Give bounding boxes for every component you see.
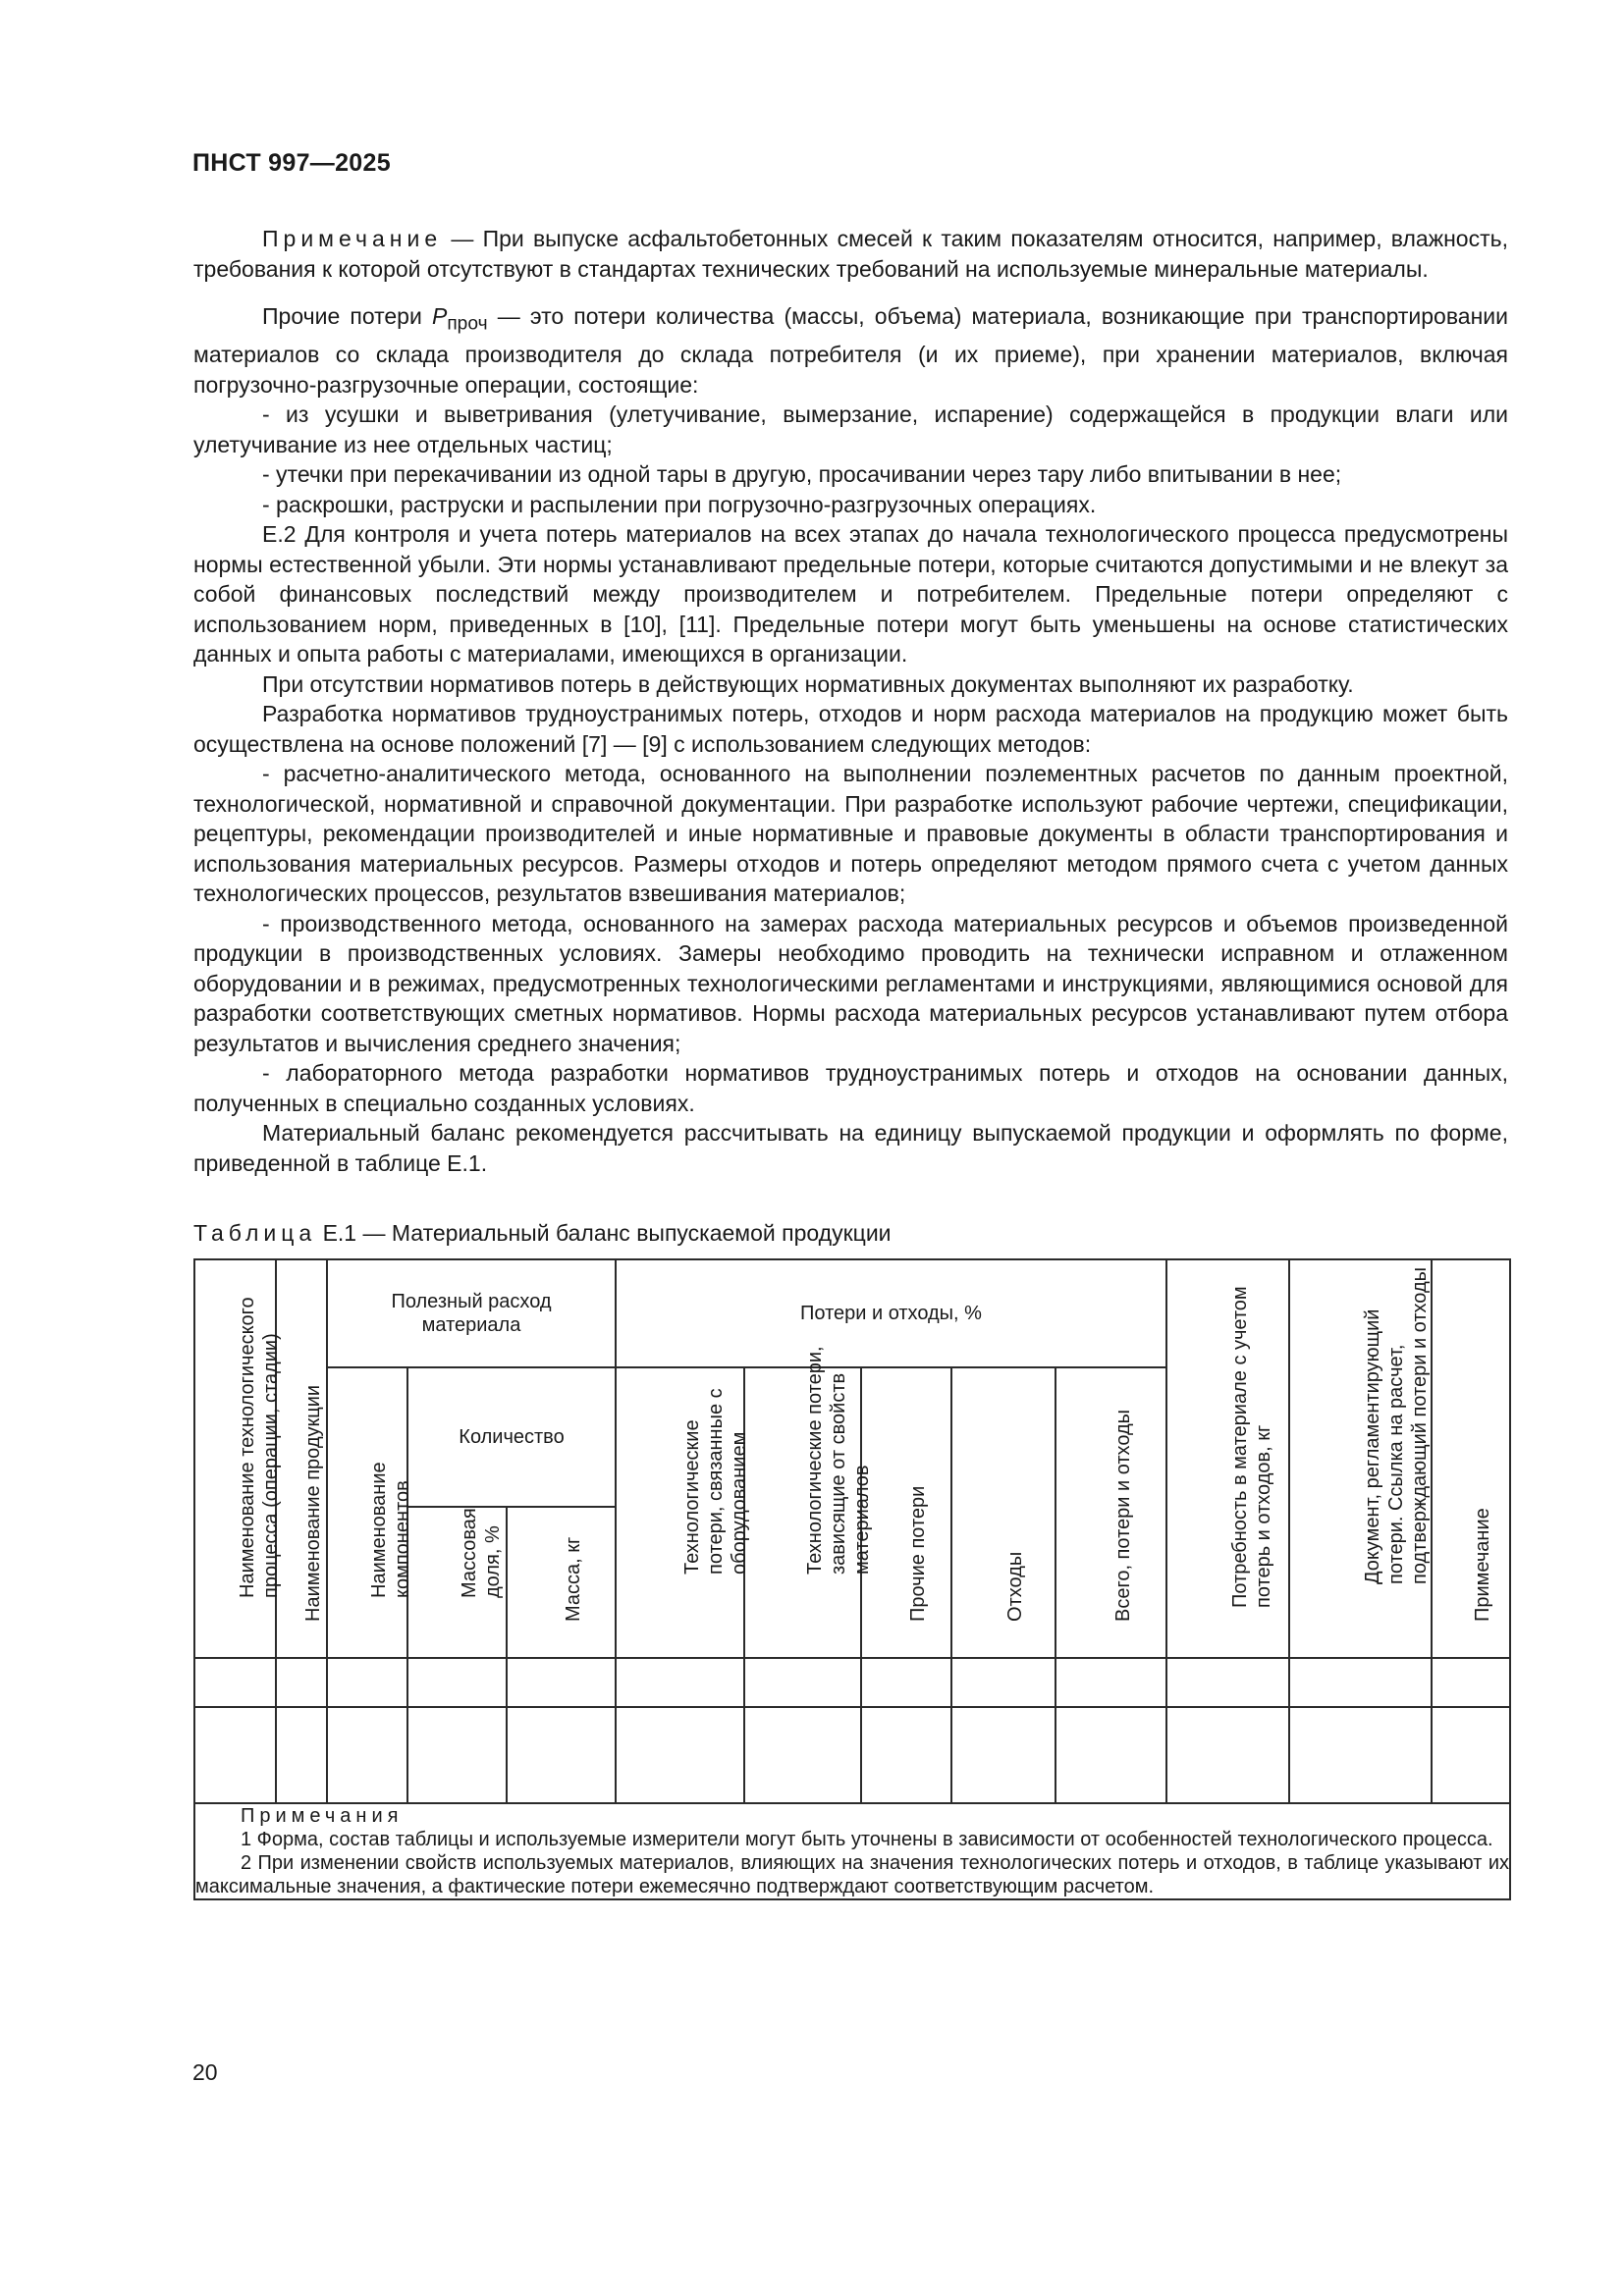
header-components xyxy=(327,1367,413,1658)
method-item: - лабораторного метода разработки нормативов трудноустранимых потерь и отходов на основании данных, полученных в специально созданных условиях. xyxy=(193,1060,1508,1116)
table-cell xyxy=(276,1658,327,1707)
table-cell xyxy=(1432,1707,1510,1803)
header-line: подтверждающий потери и отходы xyxy=(1408,1266,1431,1584)
header-line: Наименование продукции xyxy=(302,1384,324,1622)
table-cell xyxy=(1432,1658,1510,1707)
header-line: Масса, кг xyxy=(562,1536,584,1622)
header-line: Потребность в материале с учетом xyxy=(1228,1286,1251,1608)
header-waste xyxy=(951,1367,1056,1658)
header-tech-equipment xyxy=(616,1367,750,1658)
header-line: Технологические потери, xyxy=(803,1346,826,1575)
table-cell xyxy=(744,1707,861,1803)
header-remark xyxy=(1432,1259,1510,1658)
table-cell xyxy=(407,1658,507,1707)
header-losses-waste: Потери и отходы, % xyxy=(616,1259,1166,1367)
header-quantity: Количество xyxy=(407,1367,616,1507)
list-item: - раскрошки, раструски и распылении при погрузочно-разгрузочных операциях. xyxy=(262,491,1097,517)
header-line: процесса (операции, стадии) xyxy=(259,1333,282,1598)
header-line: Наименование xyxy=(368,1462,390,1598)
header-line: Технологические xyxy=(680,1419,703,1575)
table-cell xyxy=(616,1707,744,1803)
table-cell xyxy=(861,1707,951,1803)
method-item: - расчетно-аналитического метода, основанного на выполнении поэлементных расчетов по данным проектной, технологической, нормативной и справочной документации. При разработке используют рабочие чертежи, спецификации, рецептуры, рекомендации производителей и иные нормативные и правовые документы в области транспортирования и использования материальных ресурсов. Размеры отходов и потерь определяют методом прямого счета с учетом данных технологических процессов, результатов взвешивания материалов; xyxy=(193,761,1508,907)
page-number: 20 xyxy=(192,2059,218,2085)
header-tech-properties xyxy=(744,1346,873,1658)
section-e2-paragraph: Е.2 Для контроля и учета потерь материалов на всех этапах до начала технологического процесса предусмотрены нормы естественной убыли. Эти нормы устанавливают предельные потери, которые считаются допустимыми и не влекут за собой финансовых последствий между производителем и потребителем. Предельные потери определяют с использованием норм, приведенных в [10], [11]. Предельные потери могут быть уменьшены на основе статистических данных и опыта работы с материалами, имеющихся в организации. xyxy=(193,521,1508,667)
method-item: - производственного метода, основанного на замерах расхода материальных ресурсов и объемов произведенной продукции в производственных условиях. Замеры необходимо проводить на технически исправном и отлаженном оборудовании и в режимах, предусмотренных технологическими регламентами и инструкциями, являющимися основой для разработки соответствующих сметных нормативов. Нормы расхода материальных ресурсов устанавливают путем отбора результатов и вычисления среднего значения; xyxy=(193,910,1508,1056)
table-cell xyxy=(1289,1658,1432,1707)
table-cell xyxy=(327,1707,407,1803)
header-product xyxy=(276,1259,327,1658)
header-line: Полезный расход материала xyxy=(391,1291,552,1336)
header-other-losses xyxy=(861,1367,951,1658)
header-line: компонентов xyxy=(392,1480,413,1598)
table-note: 1 Форма, состав таблицы и используемые измерители могут быть уточнены в зависимости от особенностей технологического процесса. xyxy=(241,1829,1493,1850)
table-caption-label: Таблица xyxy=(193,1220,317,1246)
note-paragraph xyxy=(193,224,1508,284)
table-cell xyxy=(194,1707,276,1803)
note-text: — При выпуске асфальтобетонных смесей к таким показателям относится, например, влажность, требования к которой отсутствуют в стандартах технических требований на используемые минеральные материалы. xyxy=(193,226,1508,282)
table-cell xyxy=(951,1658,1056,1707)
header-line: Прочие потери xyxy=(907,1485,929,1622)
table-cell xyxy=(951,1707,1056,1803)
table-cell xyxy=(744,1658,861,1707)
table-cell xyxy=(407,1707,507,1803)
header-line: Документ, регламентирующий xyxy=(1361,1308,1383,1584)
table-caption-text: Е.1 — Материальный баланс выпускаемой продукции xyxy=(316,1220,892,1246)
header-line: доля, % xyxy=(481,1525,504,1598)
header-line: потери. Ссылка на расчет, xyxy=(1384,1344,1407,1584)
document-number: ПНСТ 997—2025 xyxy=(192,149,391,177)
header-useful-consumption xyxy=(327,1259,616,1367)
table-note: 2 При изменении свойств используемых материалов, влияющих на значения технологических потерь и отходов, в таблице указывают их максимальные значения, а фактические потери ежемесячно подтверждают соответствующим расчетом. xyxy=(195,1852,1509,1897)
header-material-need xyxy=(1166,1259,1289,1658)
table-cell xyxy=(1289,1707,1432,1803)
table-cell xyxy=(1056,1707,1166,1803)
notes-title: Примечания xyxy=(241,1805,404,1827)
table-cell xyxy=(1166,1707,1289,1803)
table-cell xyxy=(327,1658,407,1707)
header-line: материалов xyxy=(850,1465,873,1575)
header-line: оборудованием xyxy=(728,1431,750,1575)
header-line: Всего, потери и отходы xyxy=(1111,1409,1134,1622)
header-line: Массовая xyxy=(458,1508,480,1598)
table-cell xyxy=(861,1658,951,1707)
table-cell xyxy=(507,1658,616,1707)
header-total xyxy=(1056,1367,1166,1658)
material-balance-table xyxy=(193,1258,1511,1900)
list-item: - утечки при перекачивании из одной тары в другую, просачивании через тару либо впитывании в нее; xyxy=(262,461,1342,488)
table-caption xyxy=(193,1220,892,1247)
header-line: Отходы xyxy=(1004,1551,1026,1622)
body-text xyxy=(193,224,1508,1178)
table-row xyxy=(194,1658,1510,1707)
formula-subscript: проч xyxy=(447,313,488,335)
list-item: - из усушки и выветривания (улетучивание, вымерзание, испарение) содержащейся в продукции влаги или улетучивание из нее отдельных частиц; xyxy=(193,401,1508,457)
header-mass-share xyxy=(407,1507,507,1658)
balance-paragraph: Материальный баланс рекомендуется рассчитывать на единицу выпускаемой продукции и оформлять по форме, приведенной в таблице Е.1. xyxy=(193,1120,1508,1176)
note-label: Примечание xyxy=(262,226,443,251)
header-line: потерь и отходов, кг xyxy=(1252,1424,1274,1608)
other-losses-intro: Прочие потери xyxy=(262,303,432,329)
header-line: Примечание xyxy=(1472,1508,1493,1622)
header-line: Наименование технологического xyxy=(236,1297,258,1598)
header-line: зависящие от свойств xyxy=(827,1372,849,1575)
table-cell xyxy=(276,1707,327,1803)
table-cell xyxy=(1166,1658,1289,1707)
formula-symbol: P xyxy=(431,303,448,329)
header-mass xyxy=(507,1507,616,1658)
other-losses-definition: — это потери количества (массы, объема) материала, возникающие при транспортировании материалов со склада производителя до склада потребителя (и их приеме), при хранении материалов, включая погрузочно-разгрузочные операции, состоящие: xyxy=(193,303,1508,398)
development-paragraph: Разработка нормативов трудноустранимых потерь, отходов и норм расхода материалов на продукцию может быть осуществлена на основе положений [7] — [9] с использованием следующих методов: xyxy=(193,701,1508,757)
table-cell xyxy=(194,1658,276,1707)
table-cell xyxy=(1056,1658,1166,1707)
table-row xyxy=(194,1707,1510,1803)
header-line: потери, связанные с xyxy=(704,1388,727,1575)
header-document xyxy=(1289,1259,1432,1658)
header-process xyxy=(194,1259,282,1658)
table-notes xyxy=(194,1803,1510,1899)
table-cell xyxy=(507,1707,616,1803)
absence-paragraph: При отсутствии нормативов потерь в действующих нормативных документах выполняют их разработку. xyxy=(262,670,1354,697)
other-losses-paragraph xyxy=(193,301,1508,400)
table-cell xyxy=(616,1658,744,1707)
